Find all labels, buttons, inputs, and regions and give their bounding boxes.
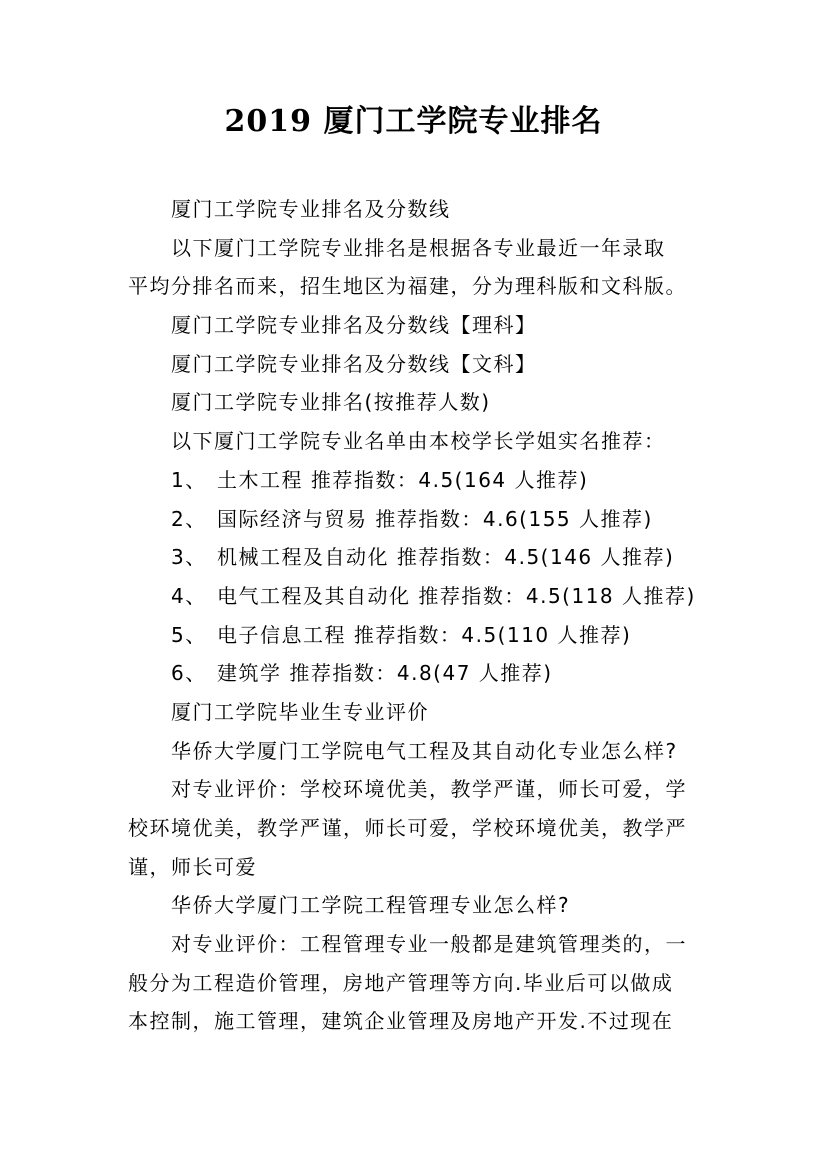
document-title: 2019 厦门工学院专业排名 [224, 104, 603, 139]
ranking-item [128, 538, 710, 577]
intro-paragraph-line-2: 平均分排名而来，招生地区为福建，分为理科版和文科版。 [128, 274, 687, 299]
intro-paragraph-line-1: 以下厦门工学院专业排名是根据各专业最近一年录取 [171, 235, 666, 260]
ranking-item [128, 616, 710, 655]
score-science-link: 厦门工学院专业排名及分数线【理科】 [171, 313, 537, 338]
answer-electrical-line-3: 谨，师长可爱 [128, 854, 257, 879]
ranking-item-number: 6、 [171, 661, 207, 686]
ranking-item-number: 5、 [171, 622, 207, 647]
question-engineering-management: 华侨大学厦门工学院工程管理专业怎么样? [171, 893, 571, 918]
answer-engineering-management-line-2: 般分为工程造价管理，房地产管理等方向.毕业后可以做成 [128, 970, 674, 995]
ranking-item [128, 654, 710, 693]
heading-score-line: 厦门工学院专业排名及分数线 [171, 197, 451, 221]
ranking-item-number: 4、 [171, 583, 207, 608]
document-body [128, 190, 710, 1041]
answer-electrical-line-1: 对专业评价：学校环境优美，教学严谨，师长可爱，学 [171, 777, 687, 802]
ranking-item [128, 577, 710, 616]
ranking-intro: 以下厦门工学院专业名单由本校学长学姐实名推荐： [171, 429, 666, 454]
ranking-item-text: 国际经济与贸易 推荐指数：4.6(155 人推荐) [217, 506, 653, 531]
evaluation-heading: 厦门工学院毕业生专业评价 [171, 699, 429, 724]
answer-engineering-management-line-3: 本控制，施工管理，建筑企业管理及房地产开发.不过现在 [128, 1009, 674, 1034]
score-arts-link: 厦门工学院专业排名及分数线【文科】 [171, 351, 537, 376]
ranking-item-text: 建筑学 推荐指数：4.8(47 人推荐) [217, 661, 553, 686]
ranking-item-text: 机械工程及自动化 推荐指数：4.5(146 人推荐) [217, 545, 675, 570]
ranking-item-number: 1、 [171, 467, 207, 492]
ranking-item-number: 2、 [171, 506, 207, 531]
ranking-item-number: 3、 [171, 545, 207, 570]
ranking-item-text: 电子信息工程 推荐指数：4.5(110 人推荐) [217, 622, 632, 647]
ranking-item-text: 电气工程及其自动化 推荐指数：4.5(118 人推荐) [217, 583, 696, 608]
ranking-item [128, 461, 710, 500]
ranking-heading: 厦门工学院专业排名(按推荐人数) [171, 390, 491, 415]
question-electrical: 华侨大学厦门工学院电气工程及其自动化专业怎么样? [171, 738, 678, 763]
ranking-item [128, 500, 710, 539]
ranking-item-text: 土木工程 推荐指数：4.5(164 人推荐) [217, 467, 589, 492]
answer-engineering-management-line-1: 对专业评价：工程管理专业一般都是建筑管理类的，一 [171, 932, 687, 957]
answer-electrical-line-2: 校环境优美，教学严谨，师长可爱，学校环境优美，教学严 [128, 816, 687, 840]
